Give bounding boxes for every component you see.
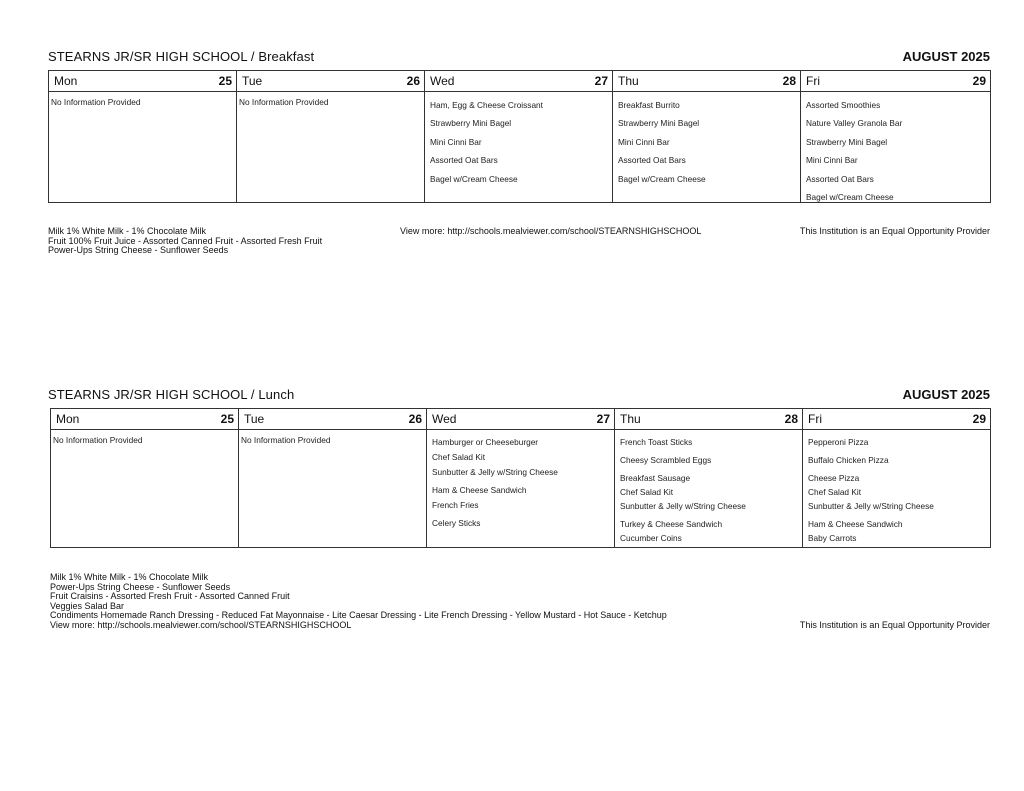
breakfast-day-cell: [49, 92, 237, 203]
menu-item: Ham & Cheese Sandwich: [808, 519, 903, 529]
lunch-day-cell: [427, 430, 615, 548]
footer-line: Veggies Salad Bar: [50, 600, 125, 611]
menu-item: Assorted Oat Bars: [806, 173, 874, 184]
breakfast-footer-notes: [48, 227, 322, 256]
menu-item: Breakfast Burrito: [618, 100, 680, 110]
breakfast-equal-opportunity: This Institution is an Equal Opportunity Provider: [799, 226, 990, 236]
no-info-text: No Information Provided: [53, 435, 143, 445]
breakfast-day-cell: [425, 92, 613, 203]
no-info-text: No Information Provided: [241, 435, 331, 445]
day-number: 29: [972, 412, 986, 426]
footer-line: Milk 1% White Milk - 1% Chocolate Milk: [48, 226, 207, 236]
day-name: Thu: [618, 74, 639, 88]
lunch-day-cell: [615, 430, 803, 548]
day-name: Tue: [242, 74, 263, 88]
breakfast-day-header: [613, 71, 801, 92]
day-number: 28: [782, 74, 796, 88]
menu-item: Chef Salad Kit: [808, 487, 862, 497]
menu-item: Bagel w/Cream Cheese: [618, 173, 706, 184]
footer-line: Fruit Craisins - Assorted Fresh Fruit - Assorted Canned Fruit: [50, 591, 290, 601]
menu-item: Sunbutter & Jelly w/String Cheese: [620, 501, 746, 511]
footer-line: Condiments Homemade Ranch Dressing - Reduced Fat Mayonnaise - Lite Caesar Dressing - Lite French Dressing - Yellow Mustard - Hot Sauce - Ketchup: [50, 610, 667, 620]
breakfast-day-header: [49, 71, 237, 92]
footer-line: Milk 1% White Milk - 1% Chocolate Milk: [50, 572, 209, 582]
breakfast-day-header: [425, 71, 613, 92]
footer-line: Fruit 100% Fruit Juice - Assorted Canned Fruit - Assorted Fresh Fruit: [48, 235, 323, 246]
menu-item: French Toast Sticks: [620, 437, 693, 447]
menu-item: Sunbutter & Jelly w/String Cheese: [432, 467, 558, 477]
footer-line: Power-Ups String Cheese - Sunflower Seeds: [50, 581, 231, 592]
lunch-day-header: [427, 409, 615, 430]
lunch-equal-opportunity: This Institution is an Equal Opportunity Provider: [799, 620, 990, 630]
breakfast-day-header-row: [49, 71, 991, 92]
menu-item: Ham & Cheese Sandwich: [432, 485, 527, 495]
day-number: 26: [406, 74, 420, 88]
menu-item: Bagel w/Cream Cheese: [806, 191, 894, 202]
day-name: Tue: [244, 412, 265, 426]
menu-item: Mini Cinni Bar: [806, 155, 858, 166]
menu-item: Pepperoni Pizza: [808, 437, 869, 447]
breakfast-month: AUGUST 2025: [902, 49, 990, 64]
lunch-day-header: [615, 409, 803, 430]
menu-item: Nature Valley Granola Bar: [806, 118, 903, 129]
lunch-title: STEARNS JR/SR HIGH SCHOOL / Lunch: [48, 387, 295, 402]
menu-item: Assorted Oat Bars: [430, 155, 498, 166]
lunch-month: AUGUST 2025: [902, 387, 990, 402]
day-number: 27: [594, 74, 608, 88]
menu-item: Mini Cinni Bar: [430, 136, 482, 147]
menu-item: Strawberry Mini Bagel: [430, 118, 512, 129]
menu-item: Buffalo Chicken Pizza: [808, 455, 889, 465]
lunch-items-row: [51, 430, 991, 548]
day-number: 28: [784, 412, 798, 426]
menu-item: French Fries: [432, 500, 479, 510]
lunch-calendar: [50, 408, 991, 548]
menu-item: Sunbutter & Jelly w/String Cheese: [808, 501, 934, 511]
day-number: 29: [972, 74, 986, 88]
lunch-day-header: [51, 409, 239, 430]
menu-item: Assorted Smoothies: [806, 100, 881, 110]
lunch-day-cell: [239, 430, 427, 548]
breakfast-day-cell: [613, 92, 801, 203]
day-name: Wed: [432, 412, 457, 426]
menu-item: Cucumber Coins: [620, 533, 682, 543]
no-info-text: No Information Provided: [51, 97, 141, 107]
breakfast-day-cell: [237, 92, 425, 203]
lunch-day-header: [803, 409, 991, 430]
day-number: 26: [408, 412, 422, 426]
lunch-day-header-row: [51, 409, 991, 430]
day-name: Mon: [56, 412, 80, 426]
lunch-day-cell: [803, 430, 991, 548]
menu-item: Chef Salad Kit: [432, 452, 486, 462]
day-number: 25: [218, 74, 232, 88]
menu-item: Strawberry Mini Bagel: [618, 118, 700, 129]
lunch-view-more[interactable]: View more: http://schools.mealviewer.com/school/STEARNSHIGHSCHOOL: [50, 619, 352, 630]
menu-item: Mini Cinni Bar: [618, 136, 670, 147]
menu-item: Assorted Oat Bars: [618, 155, 686, 166]
menu-item: Celery Sticks: [432, 518, 481, 528]
day-name: Thu: [620, 412, 641, 426]
menu-item: Breakfast Sausage: [620, 473, 691, 483]
menu-item: Hamburger or Cheeseburger: [432, 437, 539, 447]
day-name: Fri: [808, 412, 822, 426]
day-number: 25: [220, 412, 234, 426]
menu-item: Cheese Pizza: [808, 473, 860, 483]
breakfast-view-more[interactable]: View more: http://schools.mealviewer.com/school/STEARNSHIGHSCHOOL: [400, 226, 702, 236]
day-number: 27: [596, 412, 610, 426]
lunch-day-header: [239, 409, 427, 430]
no-info-text: No Information Provided: [239, 97, 329, 107]
menu-item: Turkey & Cheese Sandwich: [620, 519, 723, 529]
breakfast-day-header: [801, 71, 991, 92]
breakfast-title: STEARNS JR/SR HIGH SCHOOL / Breakfast: [48, 49, 315, 64]
lunch-footer-notes: [50, 573, 667, 630]
menu-item: Strawberry Mini Bagel: [806, 136, 888, 147]
menu-item: Baby Carrots: [808, 533, 857, 543]
day-name: Wed: [430, 74, 455, 88]
menu-item: Chef Salad Kit: [620, 487, 674, 497]
breakfast-items-row: [49, 92, 991, 203]
footer-line: Power-Ups String Cheese - Sunflower Seeds: [48, 245, 229, 255]
day-name: Fri: [806, 74, 820, 88]
day-name: Mon: [54, 74, 78, 88]
menu-item: Cheesy Scrambled Eggs: [620, 455, 712, 465]
lunch-day-cell: [51, 430, 239, 548]
breakfast-calendar: [48, 70, 991, 203]
breakfast-day-cell: [801, 92, 991, 203]
menu-item: Bagel w/Cream Cheese: [430, 173, 518, 184]
menu-item: Ham, Egg & Cheese Croissant: [430, 100, 543, 110]
breakfast-day-header: [237, 71, 425, 92]
